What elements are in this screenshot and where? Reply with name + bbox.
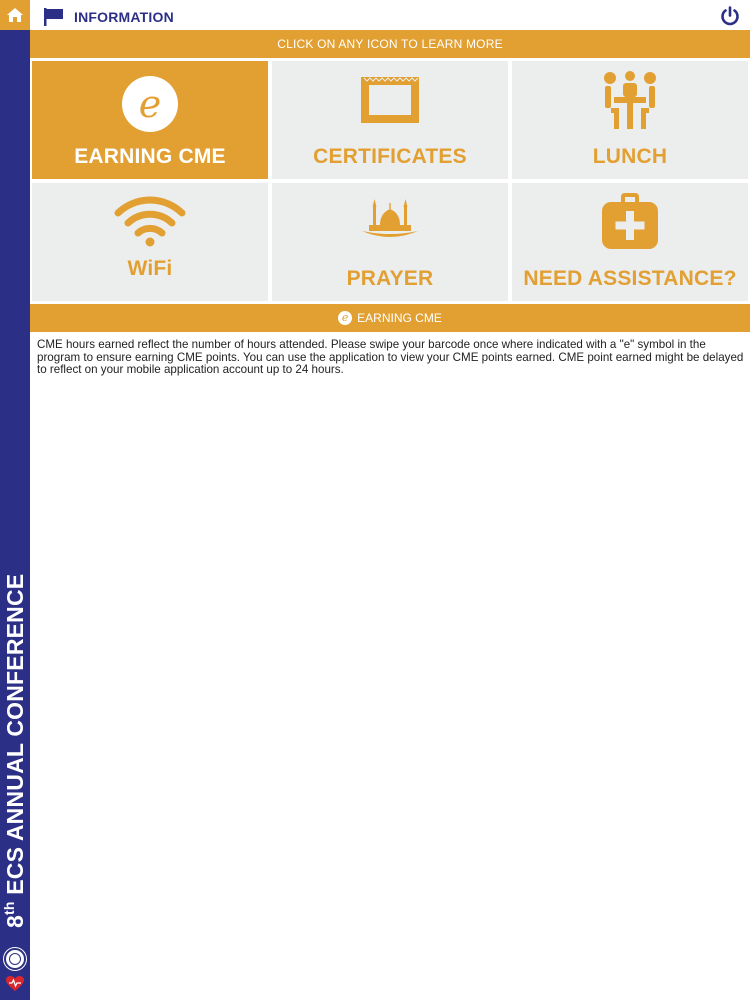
flag-icon [44,8,64,26]
e-symbol-icon: e [338,311,352,325]
tile-label: PRAYER [346,267,434,290]
info-grid [30,58,750,304]
section-title: EARNING CME [357,311,442,325]
tile-lunch[interactable] [512,61,748,179]
dining-icon [601,71,659,131]
tile-label: WiFi [127,257,173,280]
description-text: CME hours earned reflect the number of hours attended. Please swipe your barcode once where indicated with a "e" symbol in the program to ensure earning CME points. You can use the application to view your CME points earned. CME point earned might be delayed to reflect on your mobile application account up to 24 hours. [37,338,744,376]
svg-text:e: e [138,82,162,126]
tile-prayer[interactable] [272,183,508,301]
home-button[interactable] [0,0,30,30]
mosque-icon [360,199,420,243]
conference-title [1,573,28,928]
tile-label: LUNCH [592,145,668,168]
sidebar [0,0,30,1000]
tile-certificates[interactable] [272,61,508,179]
tile-need-assistance[interactable] [512,183,748,301]
page-title: INFORMATION [74,9,174,25]
section-header [30,304,750,332]
tile-wifi[interactable] [32,183,268,301]
first-aid-icon [601,192,659,250]
tile-earning-cme[interactable] [32,61,268,179]
heart-logo-icon [6,976,24,992]
header-bar [30,0,750,30]
tile-label: NEED ASSISTANCE? [523,267,737,290]
home-icon [7,8,23,22]
conference-ordinal: 8 [2,915,28,928]
e-circle-icon [121,75,179,133]
conference-ordinal-suffix: th [1,901,17,915]
certificate-icon [361,77,419,123]
instruction-banner: CLICK ON ANY ICON TO LEARN MORE [30,30,750,58]
tile-label: CERTIFICATES [313,145,467,168]
tile-label: EARNING CME [74,145,226,168]
wifi-icon [114,195,186,247]
society-seal-icon [4,948,26,970]
conference-name: ECS ANNUAL CONFERENCE [2,573,28,895]
power-icon[interactable] [720,6,740,26]
